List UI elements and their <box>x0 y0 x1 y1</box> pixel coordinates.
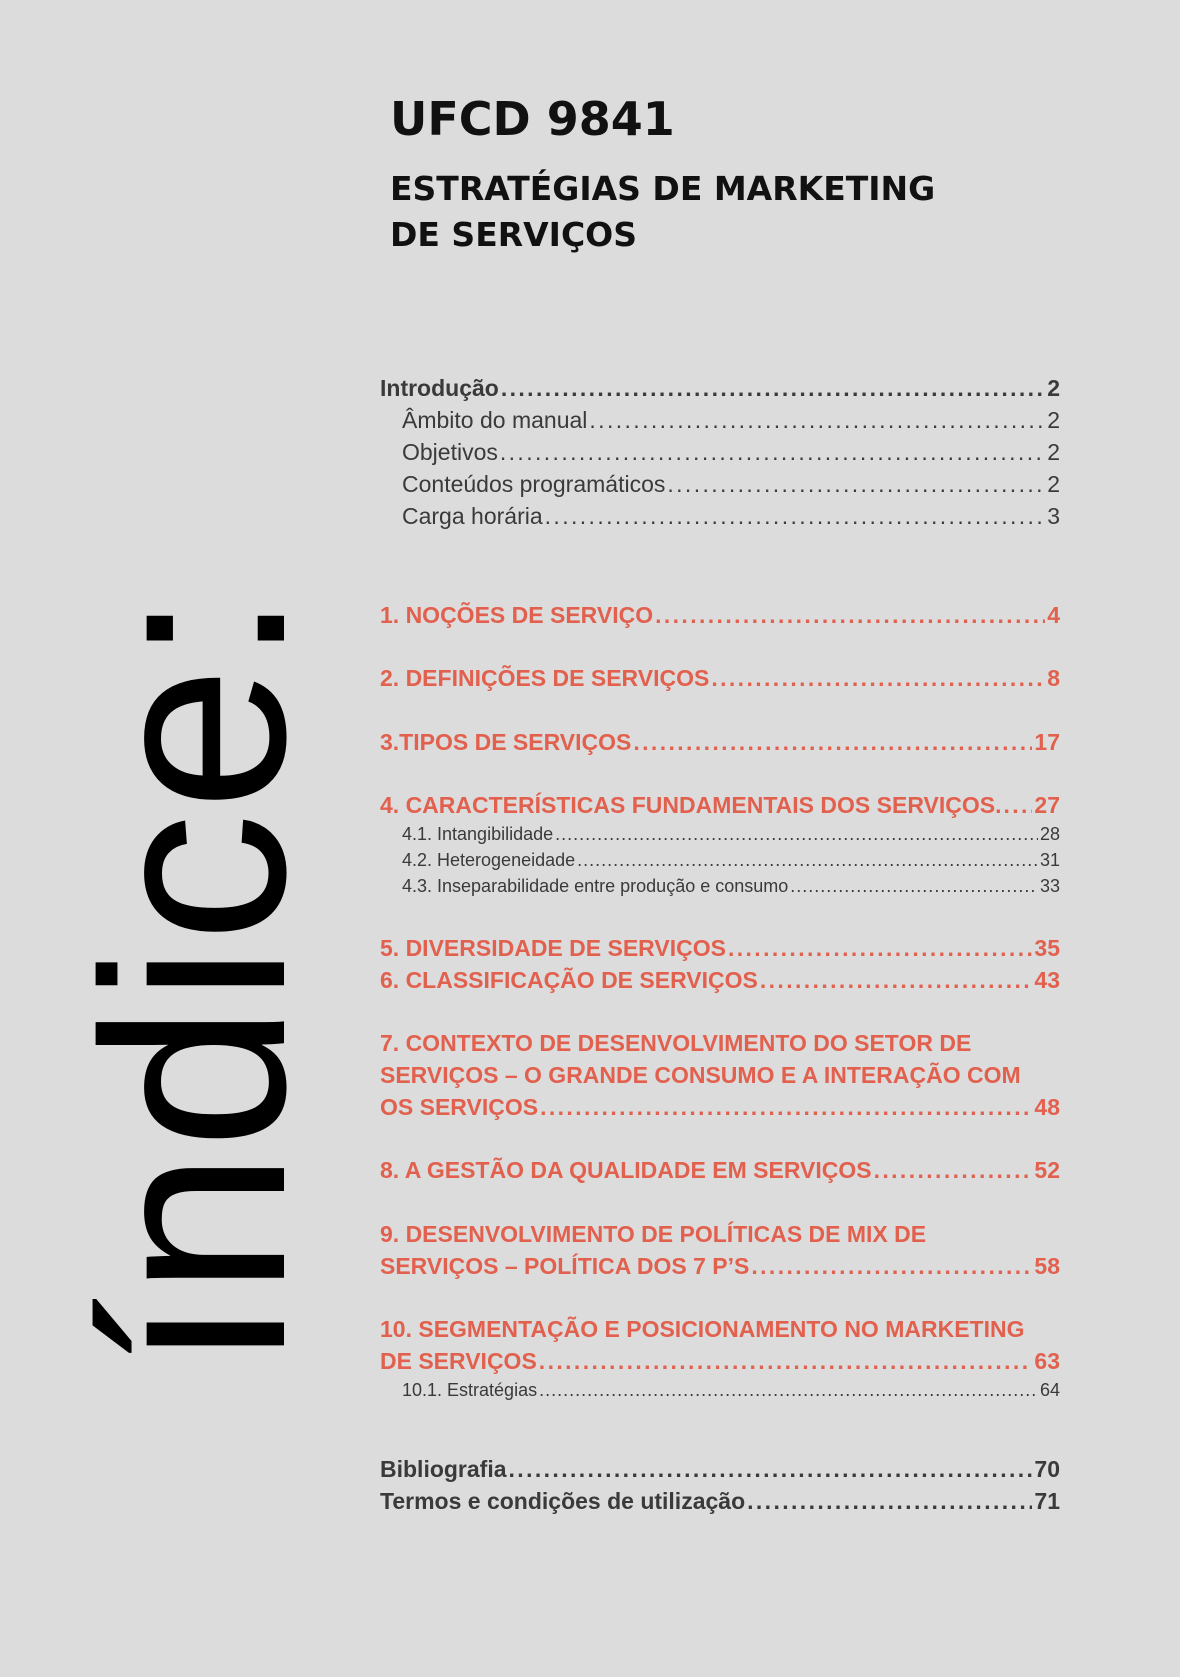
toc-page: 71 <box>1034 1488 1060 1514</box>
toc-entry-chapter-8[interactable] <box>380 1154 1060 1186</box>
toc-entry-ambito[interactable] <box>380 404 1060 436</box>
toc-label: SERVIÇOS – POLÍTICA DOS 7 P’S <box>380 1253 750 1279</box>
toc-entry-chapter-7[interactable] <box>380 1027 1060 1123</box>
toc-page: 17 <box>1034 729 1060 755</box>
leader-dots <box>539 1345 1033 1377</box>
toc-entry-chapter-2[interactable] <box>380 662 1060 694</box>
leader-dots <box>667 468 1045 500</box>
leader-dots <box>509 1453 1033 1485</box>
toc-page: 63 <box>1034 1348 1060 1374</box>
toc-page: 8 <box>1047 665 1060 691</box>
toc-label: Introdução <box>380 375 499 401</box>
toc-label: Carga horária <box>402 503 543 529</box>
toc-entry-conteudos[interactable] <box>380 468 1060 500</box>
toc-page: 31 <box>1039 850 1060 870</box>
leader-dots <box>540 1091 1032 1123</box>
toc-entry-chapter-10[interactable] <box>380 1313 1060 1377</box>
leader-dots <box>728 932 1032 964</box>
toc-label: DE SERVIÇOS <box>380 1348 537 1374</box>
toc-page: 28 <box>1039 824 1060 844</box>
toc-page: 2 <box>1047 471 1060 497</box>
toc-label: 1. NOÇÕES DE SERVIÇO <box>380 602 654 628</box>
toc-entry-chapter-3[interactable] <box>380 726 1060 758</box>
toc-label: 4.3. Inseparabilidade entre produção e consumo <box>402 876 789 896</box>
toc-entry-chapter-5[interactable] <box>380 932 1060 964</box>
toc-label: 3.TIPOS DE SERVIÇOS <box>380 729 632 755</box>
toc-entry-chapter-6[interactable] <box>380 964 1060 996</box>
toc-label: 8. A GESTÃO DA QUALIDADE EM SERVIÇOS <box>380 1157 872 1183</box>
toc-label: 10.1. Estratégias <box>402 1380 538 1400</box>
toc-page: 2 <box>1047 439 1060 465</box>
toc-entry-introducao[interactable] <box>380 372 1060 404</box>
toc-entry-chapter-9[interactable] <box>380 1218 1060 1282</box>
toc-label: Termos e condições de utilização <box>380 1488 746 1514</box>
toc-label: Objetivos <box>402 439 498 465</box>
toc-entry-4-3[interactable] <box>380 873 1060 899</box>
toc-page: 27 <box>1034 792 1060 818</box>
toc-page: 52 <box>1034 1157 1060 1183</box>
toc-label-line: SERVIÇOS – O GRANDE CONSUMO E A INTERAÇÃO COM <box>380 1062 1021 1088</box>
leader-dots <box>760 964 1033 996</box>
toc-label: 4.1. Intangibilidade <box>402 824 554 844</box>
toc-page: 2 <box>1047 375 1060 401</box>
toc-page: 4 <box>1047 602 1060 628</box>
toc-label: 4.2. Heterogeneidade <box>402 850 576 870</box>
toc-entry-objetivos[interactable] <box>380 436 1060 468</box>
toc-label: 4. CARACTERÍSTICAS FUNDAMENTAIS DOS SERVIÇOS. <box>380 792 1002 818</box>
toc-entry-chapter-1[interactable] <box>380 599 1060 631</box>
toc-entry-chapter-4[interactable] <box>380 789 1060 821</box>
toc-page: 35 <box>1034 935 1060 961</box>
toc-page: 70 <box>1034 1456 1060 1482</box>
leader-dots <box>747 1485 1032 1517</box>
leader-dots <box>500 436 1045 468</box>
toc-label: 2. DEFINIÇÕES DE SERVIÇOS <box>380 665 710 691</box>
toc-entry-termos[interactable] <box>380 1485 1060 1517</box>
leader-dots <box>539 1377 1038 1403</box>
toc-page: 3 <box>1047 503 1060 529</box>
toc-page: 58 <box>1034 1253 1060 1279</box>
toc-page: 33 <box>1039 876 1060 896</box>
toc-page: 64 <box>1039 1380 1060 1400</box>
toc-label-line: 10. SEGMENTAÇÃO E POSICIONAMENTO NO MARKETING <box>380 1316 1025 1342</box>
document-header <box>390 92 1090 258</box>
toc-label: Bibliografia <box>380 1456 507 1482</box>
toc-page: 48 <box>1034 1094 1060 1120</box>
toc-entry-10-1[interactable] <box>380 1377 1060 1403</box>
leader-dots <box>577 847 1038 873</box>
toc-entry-4-1[interactable] <box>380 821 1060 847</box>
toc-label: Conteúdos programáticos <box>402 471 666 497</box>
toc-label: OS SERVIÇOS <box>380 1094 539 1120</box>
toc-page: 2 <box>1047 407 1060 433</box>
toc-entry-4-2[interactable] <box>380 847 1060 873</box>
table-of-contents <box>380 372 1060 1517</box>
leader-dots <box>545 500 1046 532</box>
leader-dots <box>711 662 1045 694</box>
toc-label: 5. DIVERSIDADE DE SERVIÇOS <box>380 935 726 961</box>
leader-dots <box>589 404 1045 436</box>
toc-page: 43 <box>1034 967 1060 993</box>
leader-dots <box>1003 789 1032 821</box>
toc-entry-bibliografia[interactable] <box>380 1453 1060 1485</box>
leader-dots <box>874 1154 1033 1186</box>
course-code: UFCD 9841 <box>390 92 675 146</box>
leader-dots <box>501 372 1045 404</box>
side-title: índice: <box>50 589 340 1371</box>
document-title: ESTRATÉGIAS DE MARKETING DE SERVIÇOS <box>390 169 936 254</box>
leader-dots <box>655 599 1045 631</box>
toc-label: 6. CLASSIFICAÇÃO DE SERVIÇOS <box>380 967 758 993</box>
toc-entry-carga-horaria[interactable] <box>380 500 1060 532</box>
leader-dots <box>790 873 1038 899</box>
toc-label-line: 7. CONTEXTO DE DESENVOLVIMENTO DO SETOR DE <box>380 1030 972 1056</box>
leader-dots <box>751 1250 1032 1282</box>
leader-dots <box>633 726 1032 758</box>
leader-dots <box>555 821 1038 847</box>
toc-label: Âmbito do manual <box>402 407 588 433</box>
toc-label-line: 9. DESENVOLVIMENTO DE POLÍTICAS DE MIX DE <box>380 1221 927 1247</box>
